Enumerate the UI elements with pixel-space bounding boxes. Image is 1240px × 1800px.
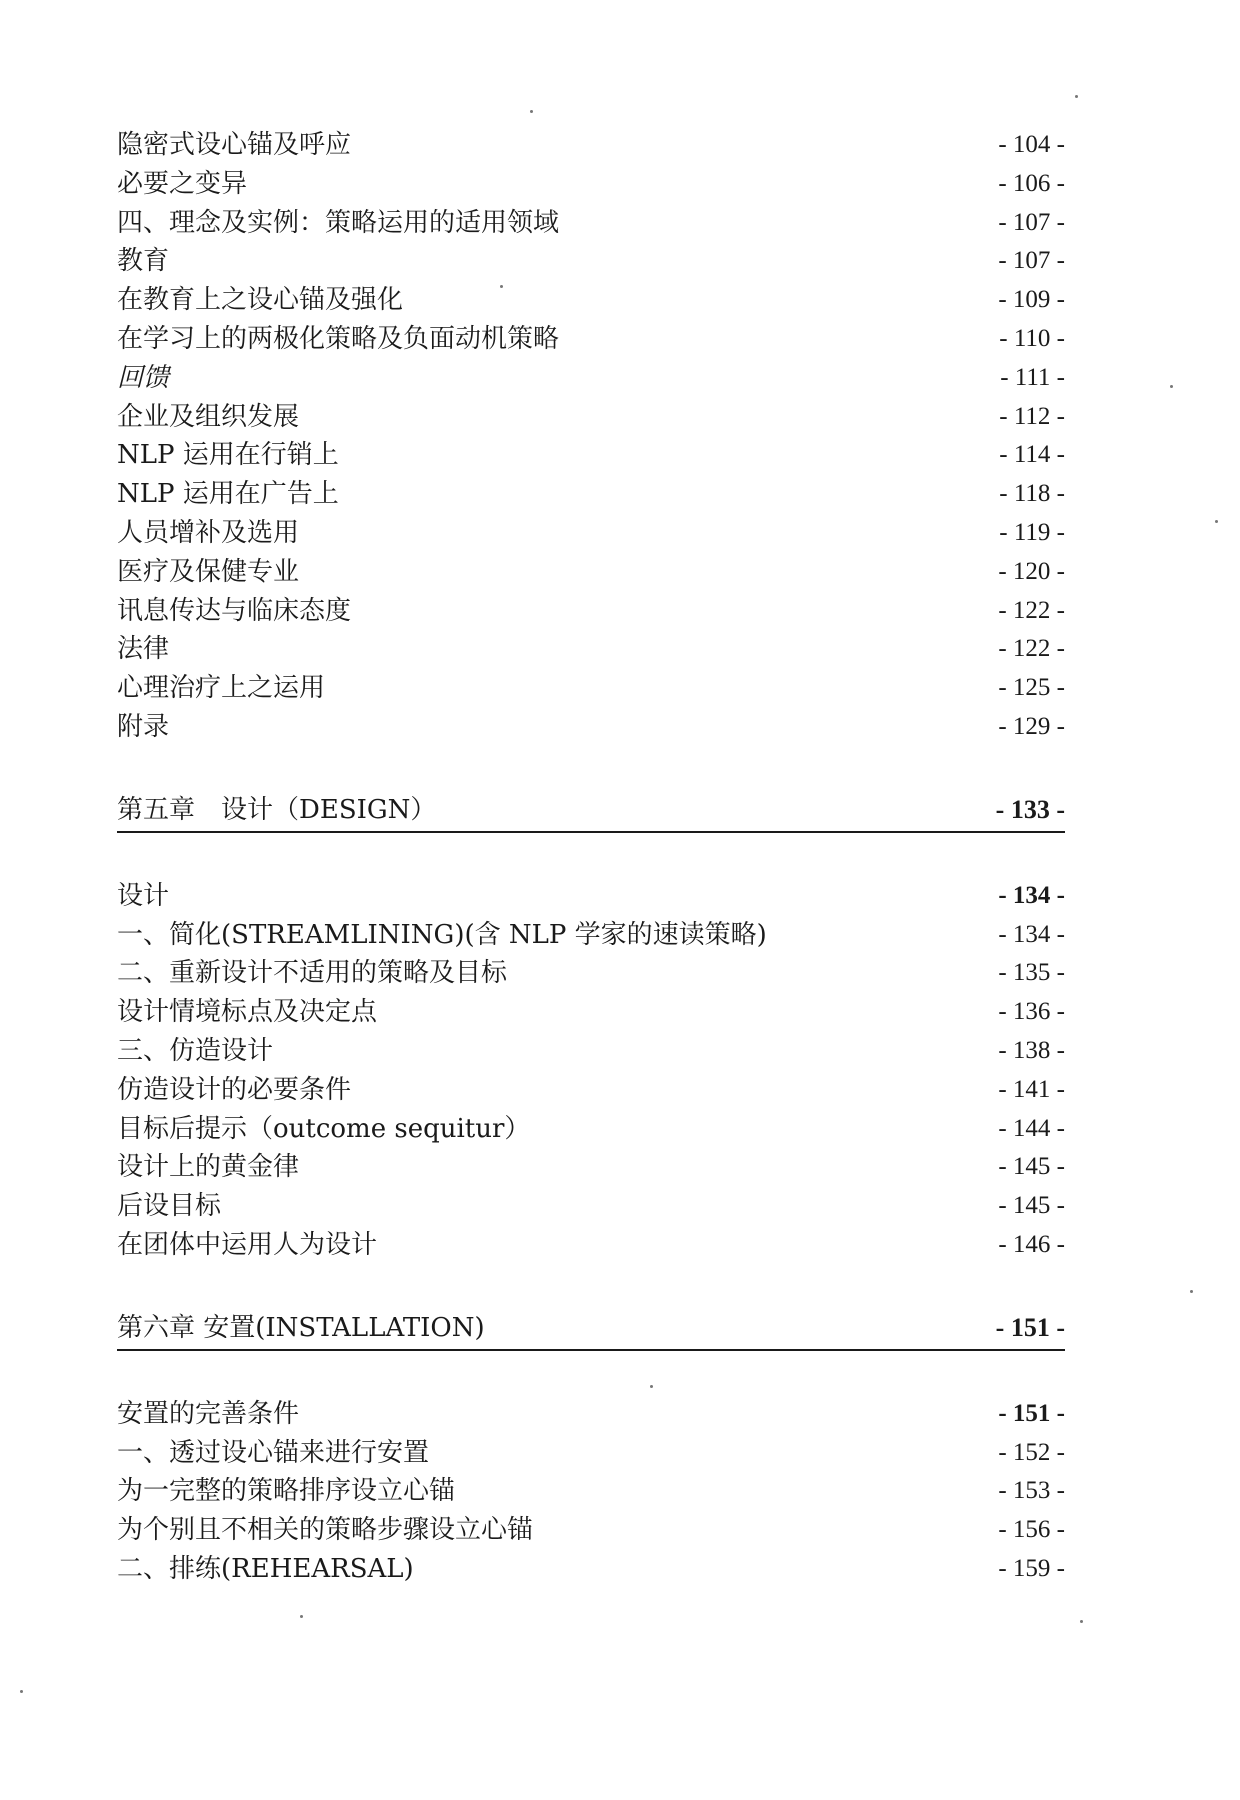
toc-entry-title: 回馈 bbox=[117, 362, 170, 393]
toc-entry-title: 目标后提示（outcome sequitur） bbox=[117, 1113, 531, 1144]
toc-entry-page: - 111 - bbox=[1000, 363, 1065, 391]
toc-entry-title: 心理治疗上之运用 bbox=[117, 673, 326, 704]
toc-entry-page: - 146 - bbox=[998, 1230, 1065, 1258]
chapter-heading-6 bbox=[117, 1309, 1065, 1351]
toc-entry bbox=[117, 514, 1065, 553]
toc-entry bbox=[117, 1395, 1065, 1434]
toc-entry-page: - 145 - bbox=[998, 1192, 1065, 1220]
toc-entry bbox=[117, 669, 1065, 708]
toc-entry bbox=[117, 916, 1065, 955]
toc-entry-page: - 125 - bbox=[998, 674, 1065, 702]
scan-speck bbox=[1080, 1620, 1083, 1623]
toc-entry-page: - 119 - bbox=[999, 518, 1065, 546]
toc-entry-title: 二、排练(REHEARSAL) bbox=[117, 1553, 414, 1584]
toc-entry-page: - 134 - bbox=[998, 920, 1065, 948]
toc-entry-page: - 129 - bbox=[998, 712, 1065, 740]
toc-entry bbox=[117, 708, 1065, 747]
toc-entry-title: NLP 运用在行销上 bbox=[117, 440, 339, 471]
scan-speck bbox=[650, 1385, 653, 1388]
toc-entry-title: 在团体中运用人为设计 bbox=[117, 1229, 378, 1260]
toc-entry-title: 三、仿造设计 bbox=[117, 1035, 274, 1066]
toc-entry-page: - 106 - bbox=[998, 169, 1065, 197]
toc-entry-page: - 138 - bbox=[998, 1036, 1065, 1064]
toc-entry bbox=[117, 475, 1065, 514]
toc-entry bbox=[117, 592, 1065, 631]
toc-entry-title: 隐密式设心锚及呼应 bbox=[117, 130, 352, 160]
toc-entry bbox=[117, 204, 1065, 243]
toc-entry-page: - 141 - bbox=[998, 1075, 1065, 1103]
toc-entry-page: - 112 - bbox=[999, 402, 1065, 430]
toc-entry-title: 在教育上之设心锚及强化 bbox=[117, 285, 404, 316]
toc-entry bbox=[117, 1511, 1065, 1550]
toc-entry-title: 为一完整的策略排序设立心锚 bbox=[117, 1476, 456, 1507]
toc-entry bbox=[117, 1032, 1065, 1071]
toc-entry bbox=[117, 436, 1065, 475]
toc-entry-page: - 134 - bbox=[998, 881, 1065, 909]
toc-entry-title: 人员增补及选用 bbox=[117, 517, 300, 548]
toc-entry-page: - 151 - bbox=[998, 1399, 1065, 1427]
toc-entry-title: 设计 bbox=[117, 880, 170, 911]
toc-entry bbox=[117, 359, 1065, 398]
toc-entry-title: 设计上的黄金律 bbox=[117, 1152, 300, 1183]
toc-entry bbox=[117, 993, 1065, 1032]
chapter-page: - 133 - bbox=[995, 794, 1065, 824]
toc-entry-title: 在学习上的两极化策略及负面动机策略 bbox=[117, 323, 560, 354]
toc-entry bbox=[117, 126, 1065, 165]
toc-entry-title: 为个别且不相关的策略步骤设立心锚 bbox=[117, 1515, 534, 1546]
toc-entry bbox=[117, 1148, 1065, 1187]
toc-entry bbox=[117, 1434, 1065, 1473]
toc-entry-title: 设计情境标点及决定点 bbox=[117, 997, 378, 1028]
toc-entry-title: 后设目标 bbox=[117, 1191, 222, 1222]
toc-entry-title: 附录 bbox=[117, 711, 170, 742]
chapter-heading-5 bbox=[117, 791, 1065, 833]
scan-speck bbox=[530, 110, 533, 113]
chapter-title: 第五章 设计（DESIGN） bbox=[117, 794, 437, 825]
toc-entry-page: - 135 - bbox=[998, 959, 1065, 987]
toc-entry bbox=[117, 1071, 1065, 1110]
toc-entry-page: - 153 - bbox=[998, 1477, 1065, 1505]
scan-speck bbox=[300, 1615, 303, 1618]
toc-entry-page: - 110 - bbox=[999, 324, 1065, 352]
toc-entry bbox=[117, 1187, 1065, 1226]
toc-entry bbox=[117, 553, 1065, 592]
toc-entry-page: - 159 - bbox=[998, 1554, 1065, 1582]
toc-entry bbox=[117, 320, 1065, 359]
toc-entry-title: 一、简化(STREAMLINING)(含 NLP 学家的速读策略) bbox=[117, 919, 767, 950]
scan-speck bbox=[1170, 385, 1173, 388]
toc-entry-page: - 120 - bbox=[998, 557, 1065, 585]
toc-entry-page: - 109 - bbox=[998, 286, 1065, 314]
toc-entry-title: 二、重新设计不适用的策略及目标 bbox=[117, 958, 508, 989]
toc-entry-page: - 114 - bbox=[999, 441, 1065, 469]
scan-speck bbox=[20, 1690, 23, 1693]
scan-speck bbox=[1190, 1290, 1193, 1293]
chapter-title: 第六章 安置(INSTALLATION) bbox=[117, 1312, 485, 1343]
toc-entry-title: 安置的完善条件 bbox=[117, 1398, 300, 1429]
toc-entry-page: - 118 - bbox=[999, 480, 1065, 508]
toc-entry bbox=[117, 1472, 1065, 1511]
toc-entry-title: 一、透过设心锚来进行安置 bbox=[117, 1437, 430, 1468]
toc-entry-title: 仿造设计的必要条件 bbox=[117, 1074, 352, 1105]
toc-entry-title: 必要之变异 bbox=[117, 168, 248, 199]
chapter-page: - 151 - bbox=[995, 1312, 1065, 1342]
toc-entry-page: - 152 - bbox=[998, 1438, 1065, 1466]
toc-entry bbox=[117, 877, 1065, 916]
toc-entry-page: - 122 - bbox=[998, 635, 1065, 663]
toc-entry-page: - 122 - bbox=[998, 596, 1065, 624]
scan-speck bbox=[1215, 520, 1218, 523]
toc-entry bbox=[117, 1226, 1065, 1265]
toc-entry-title: 医疗及保健专业 bbox=[117, 556, 300, 587]
scan-speck bbox=[500, 285, 503, 288]
toc-entry-page: - 107 - bbox=[998, 247, 1065, 275]
toc-entry bbox=[117, 281, 1065, 320]
toc-entry bbox=[117, 398, 1065, 437]
toc-entry-title: 四、理念及实例：策略运用的适用领域 bbox=[117, 207, 560, 238]
toc-entry bbox=[117, 630, 1065, 669]
toc-entry-page: - 156 - bbox=[998, 1516, 1065, 1544]
toc-entry-title: 讯息传达与临床态度 bbox=[117, 595, 352, 626]
table-of-contents bbox=[117, 126, 1065, 1589]
toc-entry-page: - 145 - bbox=[998, 1153, 1065, 1181]
scan-speck bbox=[1075, 95, 1078, 98]
toc-entry-title: 教育 bbox=[117, 246, 170, 277]
toc-entry-title: 企业及组织发展 bbox=[117, 401, 300, 432]
toc-entry-page: - 136 - bbox=[998, 998, 1065, 1026]
toc-entry-page: - 104 - bbox=[998, 131, 1065, 158]
toc-entry-page: - 144 - bbox=[998, 1114, 1065, 1142]
toc-entry bbox=[117, 954, 1065, 993]
toc-entry bbox=[117, 165, 1065, 204]
toc-entry bbox=[117, 242, 1065, 281]
toc-entry bbox=[117, 1550, 1065, 1589]
toc-entry-title: NLP 运用在广告上 bbox=[117, 479, 339, 510]
toc-entry-page: - 107 - bbox=[998, 208, 1065, 236]
toc-entry bbox=[117, 1110, 1065, 1149]
toc-entry-title: 法律 bbox=[117, 634, 170, 665]
